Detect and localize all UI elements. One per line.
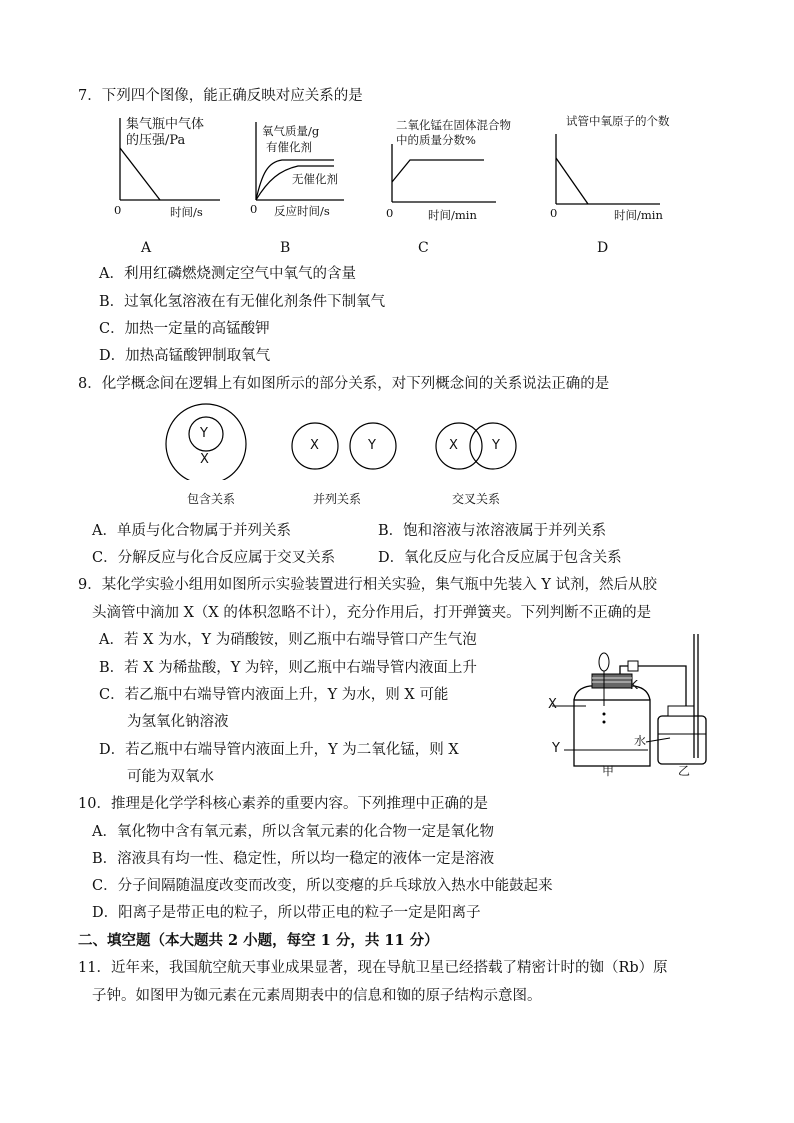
graph-c	[384, 116, 524, 222]
q10-stem: 10．推理是化学学科核心素养的重要内容。下列推理中正确的是	[78, 796, 488, 812]
q10-option-c: C．分子间隔随温度改变而改变，所以变瘪的乒乓球放入热水中能鼓起来	[92, 878, 553, 894]
graph-b	[248, 118, 358, 222]
apparatus-x-label: X	[548, 697, 557, 712]
graph-c-xlabel: 时间/min	[428, 208, 477, 222]
q8-stem: 8．化学概念间在逻辑上有如图所示的部分关系，对下列概念间的关系说法正确的是	[78, 376, 610, 392]
q11-line-1: 11．近年来，我国航空航天事业成果显著，现在导航卫星已经搭载了精密计时的铷（Rb）原	[78, 960, 668, 976]
graph-d-xlabel: 时间/min	[614, 208, 663, 222]
q11-line-2: 子钟。如图甲为铷元素在元素周期表中的信息和铷的原子结构示意图。	[92, 988, 542, 1004]
graph-d-letter: D	[597, 240, 609, 256]
apparatus-k-label: K	[630, 678, 638, 692]
q9-option-c-1: C．若乙瓶中右端导管内液面上升，Y 为水，则 X 可能	[99, 687, 449, 703]
q8-option-d: D．氧化反应与化合反应属于包含关系	[378, 550, 622, 566]
label-contain: 包含关系	[187, 492, 236, 506]
apparatus-figure	[546, 630, 716, 778]
graph-d-ylabel: 试管中氧原子的个数	[566, 114, 670, 128]
q7-option-a: A．利用红磷燃烧测定空气中氧气的含量	[99, 266, 356, 282]
graph-c-ylabel-2: 中的质量分数%	[396, 133, 476, 147]
parallel-y: Y	[368, 438, 376, 453]
label-cross: 交叉关系	[452, 492, 501, 506]
cross-x: X	[449, 438, 458, 453]
q9-option-d-1: D．若乙瓶中右端导管内液面上升，Y 为二氧化锰，则 X	[99, 742, 459, 758]
apparatus-jia-label: 甲	[602, 764, 615, 778]
section-title: 二、填空题（本大题共 2 小题，每空 1 分，共 11 分）	[78, 932, 439, 949]
graph-c-letter: C	[418, 240, 429, 256]
q8-option-c: C．分解反应与化合反应属于交叉关系	[92, 550, 336, 566]
q8-option-a: A．单质与化合物属于并列关系	[92, 523, 291, 539]
graph-b-letter: B	[280, 240, 291, 256]
graph-b-curve2-label: 无催化剂	[292, 172, 338, 186]
graph-b-curve1-label: 有催化剂	[266, 140, 312, 154]
q9-stem-2: 头滴管中滴加 X（X 的体积忽略不计），充分作用后，打开弹簧夹。下列判断不正确的是	[92, 605, 652, 621]
q9-stem-1: 9．某化学实验小组用如图所示实验装置进行相关实验，集气瓶中先装入 Y 试剂，然后从胶	[78, 577, 658, 593]
contain-x: X	[200, 452, 209, 467]
apparatus-water-label: 水	[634, 734, 647, 748]
q7-stem: 7．下列四个图像，能正确反映对应关系的是	[78, 88, 363, 104]
q10-option-b: B．溶液具有均一性、稳定性，所以均一稳定的液体一定是溶液	[92, 851, 495, 867]
label-parallel: 并列关系	[313, 492, 362, 506]
graph-a-letter: A	[141, 240, 152, 256]
apparatus-y-label: Y	[552, 741, 560, 756]
cross-y: Y	[492, 438, 500, 453]
q10-option-d: D．阳离子是带正电的粒子，所以带正电的粒子一定是阳离子	[92, 905, 481, 921]
q8-option-b: B．饱和溶液与浓溶液属于并列关系	[378, 523, 607, 539]
graph-a-ylabel-1: 集气瓶中气体	[126, 117, 205, 132]
q7-option-d: D．加热高锰酸钾制取氧气	[99, 348, 271, 364]
graph-b-origin: 0	[250, 202, 258, 216]
q9-option-c-2: 为氢氧化钠溶液	[127, 714, 229, 730]
q7-option-b: B．过氧化氢溶液在有无催化剂条件下制氧气	[99, 294, 386, 310]
q7-option-c: C．加热一定量的高锰酸钾	[99, 321, 270, 337]
graph-b-xlabel: 反应时间/s	[274, 204, 330, 218]
q9-option-b: B．若 X 为稀盐酸，Y 为锌，则乙瓶中右端导管内液面上升	[99, 660, 477, 676]
relation-diagrams	[160, 400, 540, 480]
contain-y: Y	[200, 426, 208, 441]
graph-d-origin: 0	[550, 206, 558, 220]
graph-a	[110, 112, 240, 222]
graph-a-origin: 0	[114, 203, 122, 217]
q10-option-a: A．氧化物中含有氧元素，所以含氧元素的化合物一定是氧化物	[92, 824, 494, 840]
parallel-x: X	[310, 438, 319, 453]
q9-option-d-2: 可能为双氧水	[127, 769, 214, 785]
graph-d	[548, 112, 678, 222]
graph-c-ylabel-1: 二氧化锰在固体混合物	[396, 118, 511, 132]
graph-a-xlabel: 时间/s	[170, 205, 203, 219]
graph-a-ylabel-2: 的压强/Pa	[126, 133, 186, 148]
graph-c-origin: 0	[386, 206, 394, 220]
q9-option-a: A．若 X 为水，Y 为硝酸铵，则乙瓶中右端导管口产生气泡	[99, 632, 477, 648]
apparatus-yi-label: 乙	[678, 764, 691, 778]
graph-b-ylabel: 氧气质量/g	[262, 124, 320, 138]
